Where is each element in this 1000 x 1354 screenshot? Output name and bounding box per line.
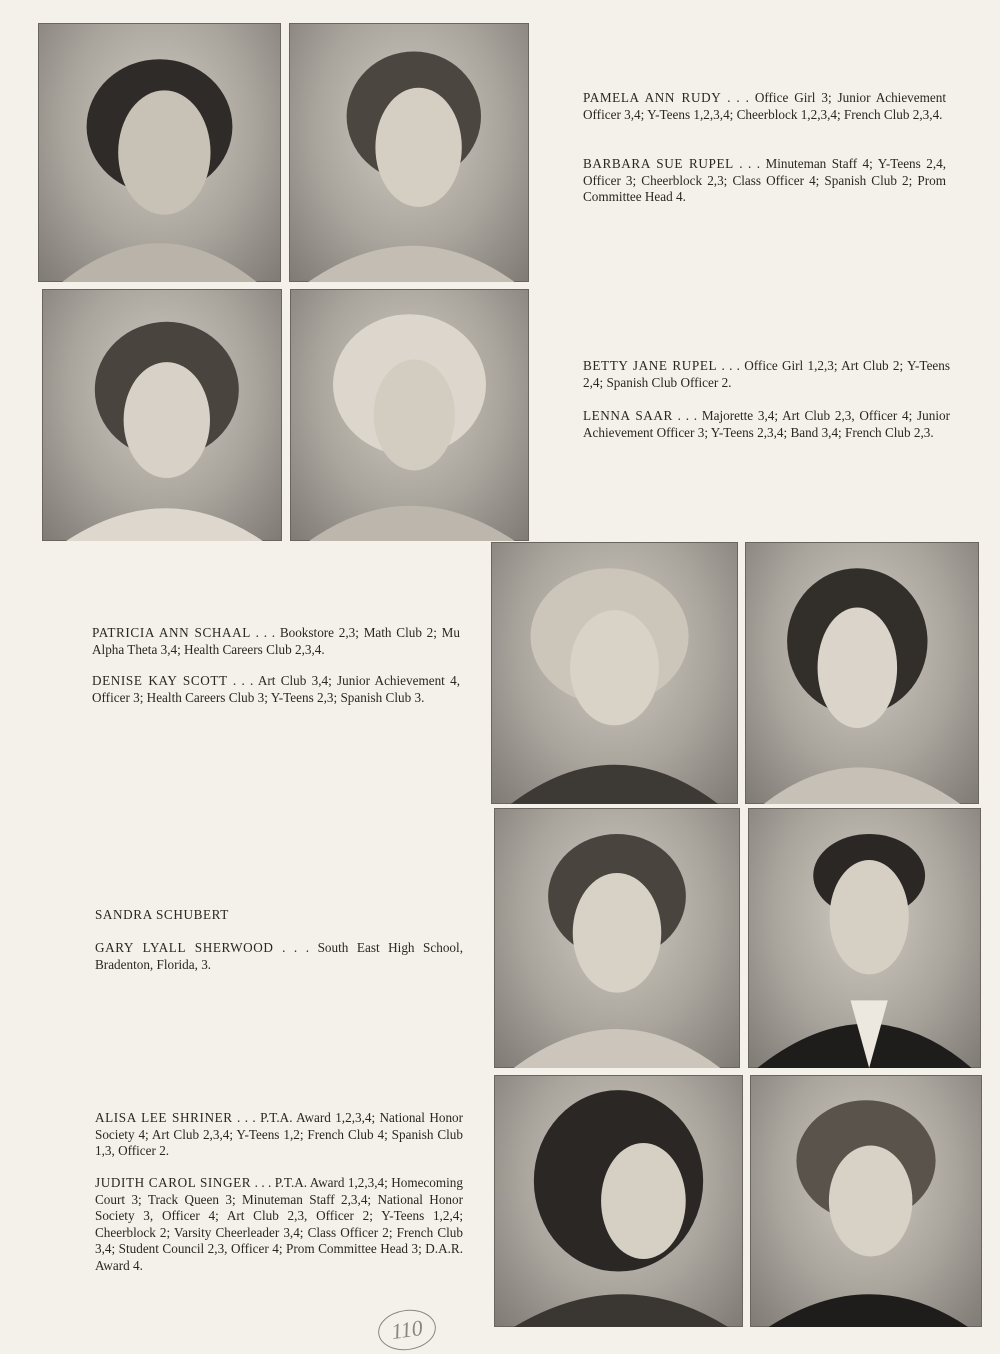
portrait-photo-sandra-schubert [494,808,740,1068]
bio-separator: . . . [721,90,755,105]
bio-separator: . . . [672,408,702,423]
bio-activities: P.T.A. Award 1,2,3,4; Homecoming Court 3; Track Queen 3; Minuteman Staff 2,3,4; National Honor Society 3, Officer 4; Art Club 2,3, Officer 2; Y-Teens 1,2,4; Cheerblock 2; Varsity Cheerleader 3,4; Class Officer 2; French Club 3,4; Student Council 2,3, Officer 4; Prom Committee Head 3; D.A.R. Award 4. [95,1175,463,1273]
portrait-photo-denise-scott [745,542,979,804]
bio-activities: Bookstore 2,3; Math Club 2; Mu Alpha Theta 3,4; Health Careers Club 2,3,4. [92,625,461,657]
bio-activities: South East High School, Bradenton, Florida, 3. [95,940,463,972]
bio-entry [583,358,950,391]
portrait-photo-pamela-rudy [38,23,281,282]
portrait-photo-alisa-shriner [494,1075,743,1327]
student-name: ALISA LEE SHRINER [95,1110,233,1125]
student-name: LENNA SAAR [583,408,673,423]
bio-entry [95,940,463,973]
bio-entry [583,156,946,206]
bio-entry [583,408,950,441]
portrait-photo-barbara-rupel [289,23,529,282]
portrait-photo-gary-sherwood [748,808,981,1068]
bio-activities: P.T.A. Award 1,2,3,4; National Honor Society 4; Art Club 2,3,4; Y-Teens 1,2; French Club 4; Spanish Club 1,3, Officer 2. [95,1110,464,1159]
bio-separator: . . . [717,358,745,373]
portrait-photo-patricia-schaal [491,542,738,804]
bio-entry [95,1175,463,1275]
bio-activities: Majorette 3,4; Art Club 2,3, Officer 4; Junior Achievement Officer 3; Y-Teens 2,3,4; Band 3,4; French Club 2,3. [583,408,950,440]
bio-separator: . . . [227,673,258,688]
student-name: SANDRA SCHUBERT [95,907,229,922]
student-name: BARBARA SUE RUPEL [583,156,734,171]
bio-separator: . . . [251,1175,275,1190]
bio-separator: . . . [733,156,766,171]
student-name: PATRICIA ANN SCHAAL [92,625,251,640]
bio-entry [92,673,460,706]
bio-activities: Office Girl 1,2,3; Art Club 2; Y-Teens 2,4; Spanish Club Officer 2. [583,358,950,390]
bio-entry [92,625,460,658]
student-name: JUDITH CAROL SINGER [95,1175,252,1190]
portrait-photo-betty-rupel [42,289,282,541]
portrait-photo-judith-singer [750,1075,982,1327]
bio-entry [583,90,946,123]
bio-activities: Minuteman Staff 4; Y-Teens 2,4, Officer 3; Cheerblock 2,3; Class Officer 4; Spanish Club 2; Prom Committee Head 4. [583,156,947,205]
bio-separator: . . . [273,940,318,955]
student-name: PAMELA ANN RUDY [583,90,722,105]
bio-activities: Office Girl 3; Junior Achievement Officer 3,4; Y-Teens 1,2,3,4; Cheerblock 1,2,3,4; French Club 2,3,4. [583,90,946,122]
student-name: BETTY JANE RUPEL [583,358,718,373]
bio-activities: Art Club 3,4; Junior Achievement 4, Officer 3; Health Careers Club 3; Y-Teens 2,3; Spanish Club 3. [92,673,460,705]
student-name: DENISE KAY SCOTT [92,673,228,688]
portrait-photo-lenna-saar [290,289,529,541]
bio-separator: . . . [250,625,280,640]
page-number: 110 [375,1306,438,1354]
bio-entry [95,1110,463,1160]
student-name: GARY LYALL SHERWOOD [95,940,274,955]
bio-separator: . . . [232,1110,261,1125]
bio-entry [95,907,463,924]
